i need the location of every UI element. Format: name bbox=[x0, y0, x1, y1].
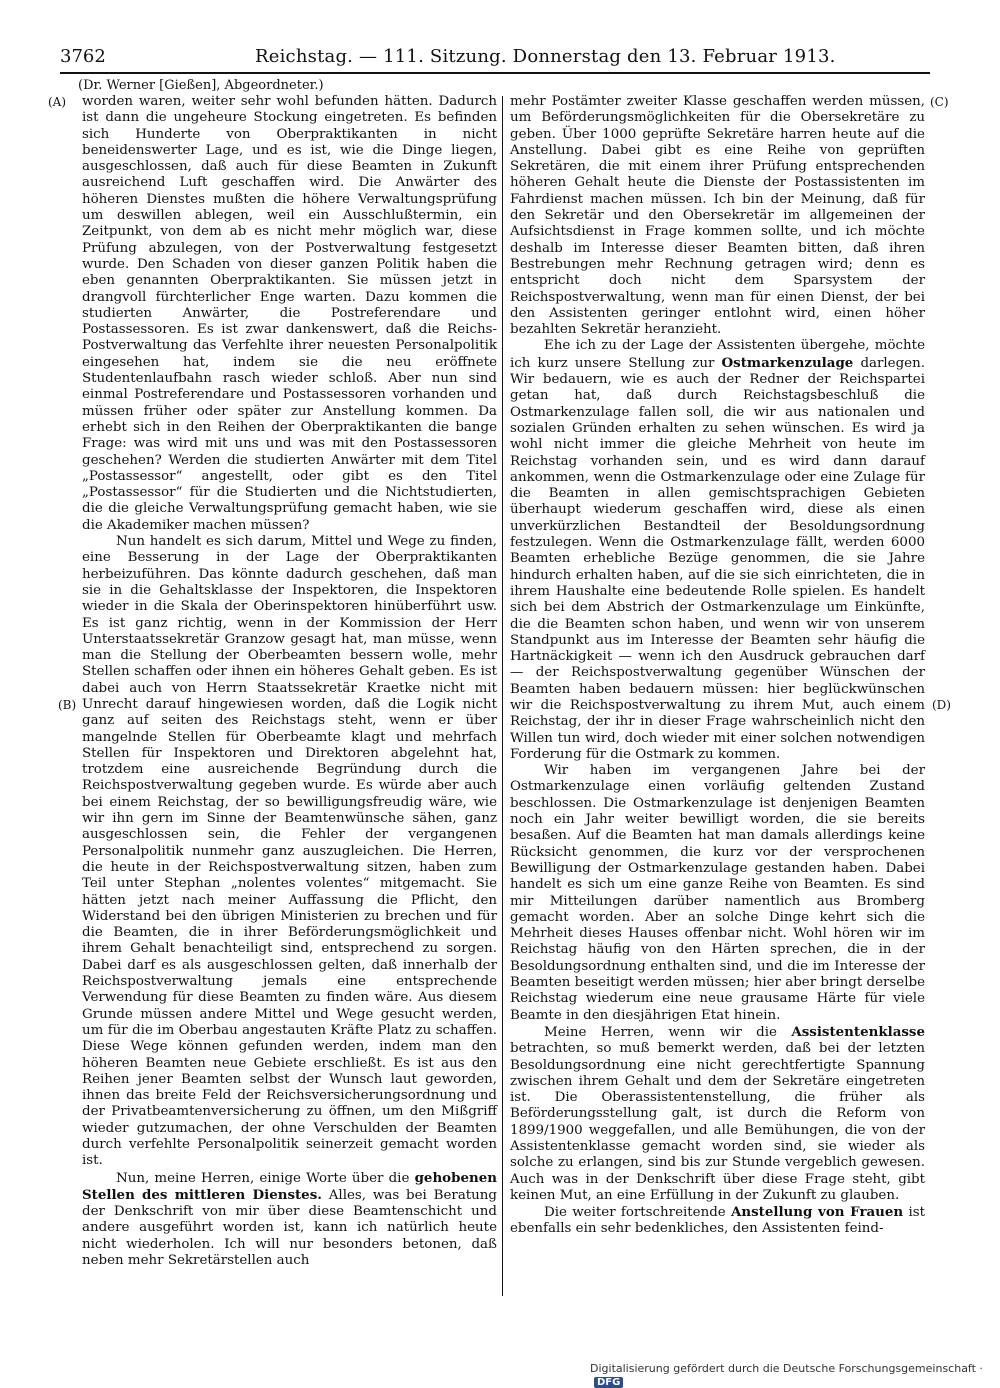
header-rule bbox=[60, 72, 930, 74]
page-number: 3762 bbox=[60, 46, 106, 67]
footer-text: Digitalisierung gefördert durch die Deutsche Forschungsgemeinschaft · bbox=[590, 1362, 983, 1375]
right-column bbox=[510, 94, 925, 1238]
margin-marker-a: (A) bbox=[48, 95, 67, 109]
right-paragraph-4-lead: Meine Herren, wenn wir die bbox=[544, 1024, 792, 1040]
left-paragraph-1: worden waren, weiter sehr wohl befunden hätten. Dadurch ist dann die ungeheure Stockung eingetreten. Es befinden sich Hunderte von Oberpraktikanten in nicht beneidenswerter Lage, und es ist, wie die Dinge liegen, ausgeschlossen, daß auch für diese Beamten in Zukunft ausreichend Luft geschaffen wird. Die Anwärter des höheren Dienstes mußten die höhere Verwaltungsprüfung um deswillen ablegen, weil ein Ausschlußtermin, ein Zeitpunkt, von dem ab es nicht mehr möglich war, diese Prüfung abzulegen, von der Postverwaltung festgesetzt wurde. Den Schaden von dieser ganzen Politik haben die eben genannten Oberpraktikanten. Sie müssen jetzt in drangvoll fürchterlicher Enge warten. Dazu kommen die studierten Anwärter, die Postreferendare und Postassessoren. Es ist zwar dankenswert, daß die Reichs-Postverwaltung das Verfehlte ihrer neuesten Personalpolitik eingesehen hat, indem sie die neu eröffnete Studentenlaufbahn rasch wieder schloß. Aber nun sind einmal Postreferendare und Postassessoren vorhanden und müssen früher oder später zur Anstellung kommen. Da erhebt sich in den Reihen der Oberpraktikanten die bange Frage: was wird mit uns und was mit den Postassessoren geschehen? Werden die studierten Anwärter mit dem Titel „Postassessor“ angestellt, oder gibt es den Titel „Postassessor“ für die Studierten und die Nichtstudierten, die die gleiche Verwaltungsprüfung gemacht haben, wie sie die Akademiker machen müssen? bbox=[82, 94, 497, 533]
left-paragraph-3 bbox=[82, 1170, 497, 1270]
right-paragraph-5 bbox=[510, 1204, 925, 1238]
right-paragraph-4 bbox=[510, 1024, 925, 1204]
right-paragraph-2-keyword: Ostmarkenzulage bbox=[721, 354, 854, 371]
right-paragraph-2 bbox=[510, 338, 925, 763]
margin-marker-c: (C) bbox=[930, 95, 949, 109]
left-paragraph-3-lead: Nun, meine Herren, einige Worte über die bbox=[116, 1170, 415, 1186]
digitization-footer bbox=[590, 1362, 1000, 1388]
right-paragraph-5-keyword: Anstellung von Frauen bbox=[730, 1204, 904, 1221]
left-paragraph-2: Nun handelt es sich darum, Mittel und Wege zu finden, eine Besserung in der Lage der Oberpraktikanten herbeizuführen. Das könnte dadurch geschehen, daß man sie in die Gehaltsklasse der Inspektoren, die Inspektoren wieder in die Skala der Oberinspektoren hinüberführt usw. Es ist ganz richtig, wenn in der Kommission der Herr Unterstaatssekretär Granzow gesagt hat, man müsse, wenn man die Stellung der Oberbeamten bessern wolle, mehr Stellen schaffen oder ihnen ein höheres Gehalt geben. Es ist dabei auch von Herrn Staatssekretär Kraetke nicht mit Unrecht darauf hingewiesen worden, daß die Logik nicht ganz auf seiten des Reichstags steht, wenn er über mangelnde Stellen für Oberbeamte klagt und mehrfach Stellen für Inspektoren und Direktoren abgelehnt hat, trotzdem eine ausreichende Begründung durch die Reichspostverwaltung gegeben wurde. Es würde aber auch bei einem Reichstag, der so bewilligungsfreudig wäre, wie wir ihn gern im Sinne der Beamtenwünsche sähen, ganz ausgeschlossen sein, die Fehler der vergangenen Personalpolitik nunmehr ganz auszugleichen. Die Herren, die heute in der Reichspostverwaltung sitzen, haben zum Teil unter Stephan „nolentes volentes“ mitgemacht. Sie hätten jetzt nach meiner Auffassung die Pflicht, den Widerstand bei den übrigen Ministerien zu brechen und für die Beamten, die in ihrer Beförderungsmöglichkeit und ihrem Gehalt benachteiligt sind, entsprechend zu sorgen. Dabei darf es als ausgeschlossen gelten, daß innerhalb der Reichspostverwaltung jemals eine entsprechende Verwendung für diese Beamten zu finden wäre. Aus diesem Grunde müssen andere Mittel und Wege gesucht werden, um für die im Oberbau angestauten Kräfte Platz zu schaffen. Diese Wege können gefunden werden, indem man den höheren Beamten neue Gebiete erschließt. Es ist aus den Reihen jener Beamten selbst der Wunsch laut geworden, ihnen das breite Feld der Reichsversicherungsordnung und der Privatbeamtenversicherung zu öffnen, um den Mißgriff wieder gutzumachen, der ohne Verschulden der Beamten durch verfehlte Personalpolitik seinerzeit gemacht worden ist. bbox=[82, 534, 497, 1169]
left-paragraph-3-keyword: gehobenen Stellen des mittleren Dienstes. bbox=[82, 1169, 497, 1203]
left-column bbox=[82, 94, 497, 1269]
margin-marker-d: (D) bbox=[932, 698, 951, 712]
column-divider bbox=[502, 96, 503, 1296]
margin-marker-b: (B) bbox=[58, 698, 77, 712]
right-paragraph-4-rest: betrachten, so muß bemerkt werden, daß bei der letzten Besoldungsordnung eine nicht gerechtfertigte Spannung zwischen ihrem Gehalt und dem der Sekretäre eingetreten ist. Die Oberassistentenstellung, die früher als Beförderungsstellung galt, ist durch die Reform von 1899/1900 weggefallen, und alle Bemühungen, die von der Assistentenklasse gemacht worden sind, sie wieder als solche zu erlangen, sind bis zur Stunde vergeblich gewesen. Auch was in der Denkschrift über diese Frage steht, gibt keinen Mut, an eine Erfüllung in der Zukunft zu glauben. bbox=[510, 1041, 925, 1203]
speaker-continued-label: (Dr. Werner [Gießen], Abgeordneter.) bbox=[78, 78, 324, 93]
right-paragraph-2-rest: darlegen. Wir bedauern, wie es auch der Redner der Reichspartei getan hat, daß durch Reichstagsbeschluß die Ostmarkenzulage fallen soll, die wir aus nationalen und sozialen Gründen erhalten zu sehen wünschen. Es wird ja wohl nicht immer die gleiche Mehrheit von heute im Reichstag vorhanden sein, und es wird dann darauf ankommen, wenn die Ostmarkenzulage oder eine Zulage für die Beamten in allen gemischtsprachigen Gebieten überhaupt wiederum geschaffen wird, diese als einen unverkürzlichen Bestandteil der Besoldungsordnung festzulegen. Wenn die Ostmarkenzulage fällt, werden 6000 Beamten erhebliche Bezüge genommen, die sie Jahre hindurch erhalten haben, auf die sie sich einrichteten, die in ihrem Haushalte eine bedeutende Rolle spielen. Es handelt sich bei dem Abstrich der Ostmarkenzulage um Einkünfte, die die Beamten schon haben, und wenn wir von unserem Standpunkt aus im Interesse der Beamten sehr häufig die Hartnäckigkeit — wenn ich den Ausdruck gebrauchen darf — der Reichspostverwaltung gegenüber Wünschen der Beamten haben bedauern müssen: hier beglückwünschen wir die Reichspostverwaltung zu ihrem Mut, auch einem Reichstag, der ihr in dieser Frage wahrscheinlich nicht den Willen tun wird, doch wieder mit einer solchen notwendigen Forderung für die Ostmark zu kommen. bbox=[510, 355, 925, 762]
right-paragraph-1: mehr Postämter zweiter Klasse geschaffen werden müssen, um Beförderungsmöglichkeiten für die Obersekretäre zu geben. Über 1000 geprüfte Sekretäre harren heute auf die Anstellung. Dabei gibt es eine Reihe von geprüften Sekretären, die mit einem ihrer Prüfung entsprechenden höheren Gehalt heute die Dienste der Postassistenten im Fahrdienst machen müssen. Ich bin der Meinung, daß für den Sekretär und den Obersekretär im allgemeinen der Aufsichtsdienst in Frage kommen sollte, und ich möchte deshalb im Interesse dieser Beamten bitten, daß ihren Bestrebungen mehr Rechnung getragen wird; denn es entspricht doch nicht dem Sparsystem der Reichspostverwaltung, wenn man für einen Dienst, der bei den Assistenten geringer entlohnt wird, einen höher bezahlten Sekretär heranzieht. bbox=[510, 94, 925, 338]
right-paragraph-5-lead: Die weiter fortschreitende bbox=[544, 1205, 731, 1221]
right-paragraph-4-keyword: Assistentenklasse bbox=[791, 1023, 925, 1040]
running-title: Reichstag. — 111. Sitzung. Donnerstag den 13. Februar 1913. bbox=[255, 46, 836, 67]
dfg-logo-icon: DFG bbox=[594, 1377, 623, 1388]
right-paragraph-5-rest: ist ebenfalls ein sehr bedenkliches, den Assistenten feind- bbox=[510, 1205, 925, 1237]
left-paragraph-3-rest: Alles, was bei Beratung der Denkschrift von mir über diese Beamtenschicht und andere ausgeführt worden ist, kann ich natürlich heute nicht wiederholen. Ich will nur besonders betonen, daß neben mehr Sekretärstellen auch bbox=[82, 1187, 497, 1269]
right-paragraph-3: Wir haben im vergangenen Jahre bei der Ostmarkenzulage einen vorläufig geltenden Zustand beschlossen. Die Ostmarkenzulage ist denjenigen Beamten noch ein Jahr weiter bewilligt worden, die sie bereits besaßen. Auf die Beamten hat man damals allerdings keine Rücksicht genommen, die kurz vor der versprochenen Bewilligung der Ostmarkenzulage gestanden haben. Dabei handelt es sich um eine ganze Reihe von Beamten. Es sind mir Mitteilungen darüber namentlich aus Bromberg gemacht worden. Aber an solche Dinge kehrt sich die Mehrheit dieses Hauses offenbar nicht. Wohl hören wir im Reichstag häufig von den Härten sprechen, die in der Besoldungsordnung enthalten sind, und die im Interesse der Beamten beseitigt werden müssen; hier aber bringt derselbe Reichstag wiederum eine neue grausame Härte für viele Beamte in den diesjährigen Etat hinein. bbox=[510, 763, 925, 1023]
page-header bbox=[60, 46, 930, 72]
right-paragraph-2-lead: Ehe ich zu der Lage der Assistenten übergehe, möchte ich kurz unsere Stellung zur bbox=[510, 338, 925, 371]
